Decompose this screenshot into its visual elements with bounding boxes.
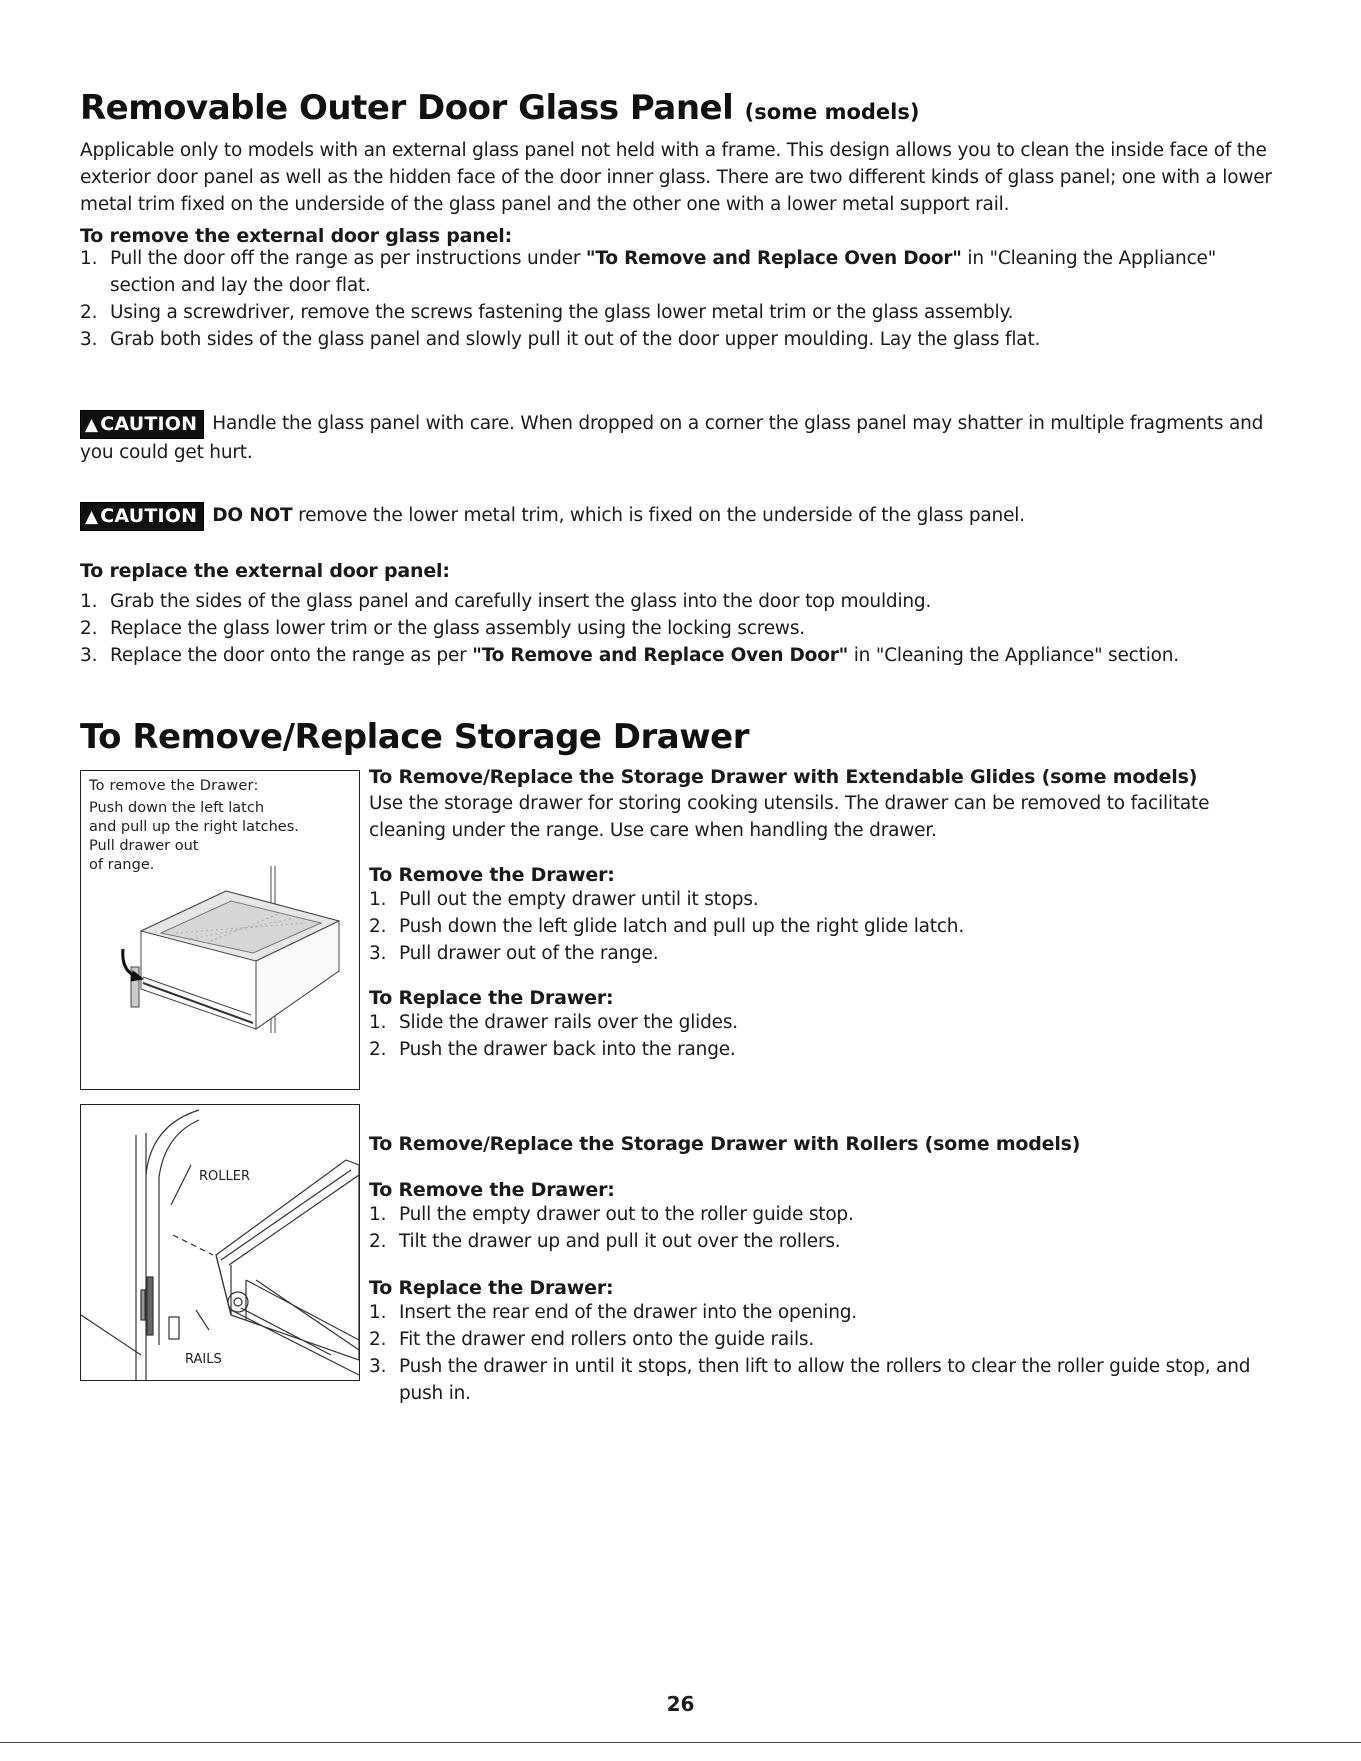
section1-title: Removable Outer Door Glass Panel (some models) — [80, 88, 920, 128]
caution-do-not-remove: ▲ CAUTION DO NOT remove the lower metal trim, which is fixed on the underside of the glass panel. — [80, 502, 1280, 531]
rollers-heading: To Remove/Replace the Storage Drawer with Rollers (some models) — [369, 1133, 1081, 1155]
list-item: 2. Push the drawer back into the range. — [369, 1039, 736, 1060]
list-item: 3. Grab both sides of the glass panel and slowly pull it out of the door upper moulding. Lay the glass flat. — [80, 329, 1041, 350]
section2-title: To Remove/Replace Storage Drawer — [80, 717, 749, 757]
glides-replace-steps — [369, 1009, 1280, 1063]
rollers-section — [369, 1133, 1280, 1407]
footer-rule — [0, 1742, 1361, 1743]
glides-remove-heading: To Remove the Drawer: — [369, 864, 615, 886]
drawer-glides-figure — [80, 770, 360, 1090]
list-item: 1. Pull the empty drawer out to the roller guide stop. — [369, 1204, 854, 1225]
rails-label: RAILS — [185, 1352, 222, 1367]
drawer-glides-illustration — [81, 771, 359, 1089]
list-item: 2. Fit the drawer end rollers onto the guide rails. — [369, 1329, 815, 1350]
list-item: 2. Replace the glass lower trim or the glass assembly using the locking screws. — [80, 618, 805, 639]
caution-badge: ▲ CAUTION — [80, 410, 204, 439]
figure-caption-line: Pull drawer out — [89, 838, 199, 854]
list-item: 1. Slide the drawer rails over the glides. — [369, 1012, 738, 1033]
drawer-rollers-illustration — [81, 1105, 359, 1380]
list-item: 3. Pull drawer out of the range. — [369, 943, 659, 964]
list-item: 1. Pull out the empty drawer until it stops. — [369, 889, 759, 910]
drawer-rollers-figure — [80, 1104, 360, 1381]
glides-remove-steps — [369, 886, 1280, 967]
glides-replace-heading: To Replace the Drawer: — [369, 987, 614, 1009]
figure-caption-title: To remove the Drawer: — [89, 778, 259, 794]
warning-triangle-icon: ▲ — [85, 507, 99, 527]
section1-title-suffix: (some models) — [744, 100, 920, 124]
rollers-replace-steps — [369, 1299, 1280, 1407]
figure-caption-line: Push down the left latch — [89, 800, 265, 816]
rollers-remove-steps — [369, 1201, 1280, 1255]
glides-heading: To Remove/Replace the Storage Drawer with Extendable Glides (some models) — [369, 766, 1198, 788]
roller-label: ROLLER — [199, 1169, 250, 1184]
warning-triangle-icon: ▲ — [85, 415, 99, 435]
figure-caption-line: and pull up the right latches. — [89, 819, 299, 835]
section1-intro: Applicable only to models with an external glass panel not held with a frame. This design allows you to clean the inside face of the exterior door panel as well as the hidden face of the door inner glass. There are two different kinds of glass panel; one with a lower metal trim fixed on the underside of the glass panel and the other one with a lower metal support rail. — [80, 140, 1272, 215]
caution-badge: ▲ CAUTION — [80, 502, 204, 531]
list-item: 3. Replace the door onto the range as per "To Remove and Replace Oven Door" in "Cleaning the Appliance" section. — [80, 645, 1179, 666]
list-item: 1. Insert the rear end of the drawer into the opening. — [369, 1302, 857, 1323]
rollers-remove-heading: To Remove the Drawer: — [369, 1179, 615, 1201]
figure-caption-line: of range. — [89, 857, 155, 873]
replace-panel-steps — [80, 588, 1280, 669]
list-item: 3. Push the drawer in until it stops, then lift to allow the rollers to clear the roller guide stop, and push in. — [369, 1356, 1251, 1404]
list-item: 1. Pull the door off the range as per instructions under "To Remove and Replace Oven Door" in "Cleaning the Appliance" section and lay the door flat. — [80, 248, 1217, 296]
rollers-replace-heading: To Replace the Drawer: — [369, 1277, 614, 1299]
list-item: 2. Tilt the drawer up and pull it out over the rollers. — [369, 1231, 841, 1252]
glides-intro: Use the storage drawer for storing cooking utensils. The drawer can be removed to facilitate cleaning under the range. Use care when handling the drawer. — [369, 793, 1210, 841]
list-item: 2. Push down the left glide latch and pull up the right glide latch. — [369, 916, 965, 937]
page-number: 26 — [666, 1692, 695, 1716]
caution-handle-glass: ▲ CAUTION Handle the glass panel with care. When dropped on a corner the glass panel may shatter in multiple fragments and you could get hurt. — [80, 410, 1280, 466]
remove-panel-heading: To remove the external door glass panel: — [80, 225, 512, 247]
replace-panel-heading: To replace the external door panel: — [80, 560, 450, 582]
glides-section — [369, 766, 1280, 1063]
remove-panel-steps — [80, 245, 1280, 353]
list-item: 2. Using a screwdriver, remove the screws fastening the glass lower metal trim or the glass assembly. — [80, 302, 1014, 323]
list-item: 1. Grab the sides of the glass panel and carefully insert the glass into the door top moulding. — [80, 591, 932, 612]
